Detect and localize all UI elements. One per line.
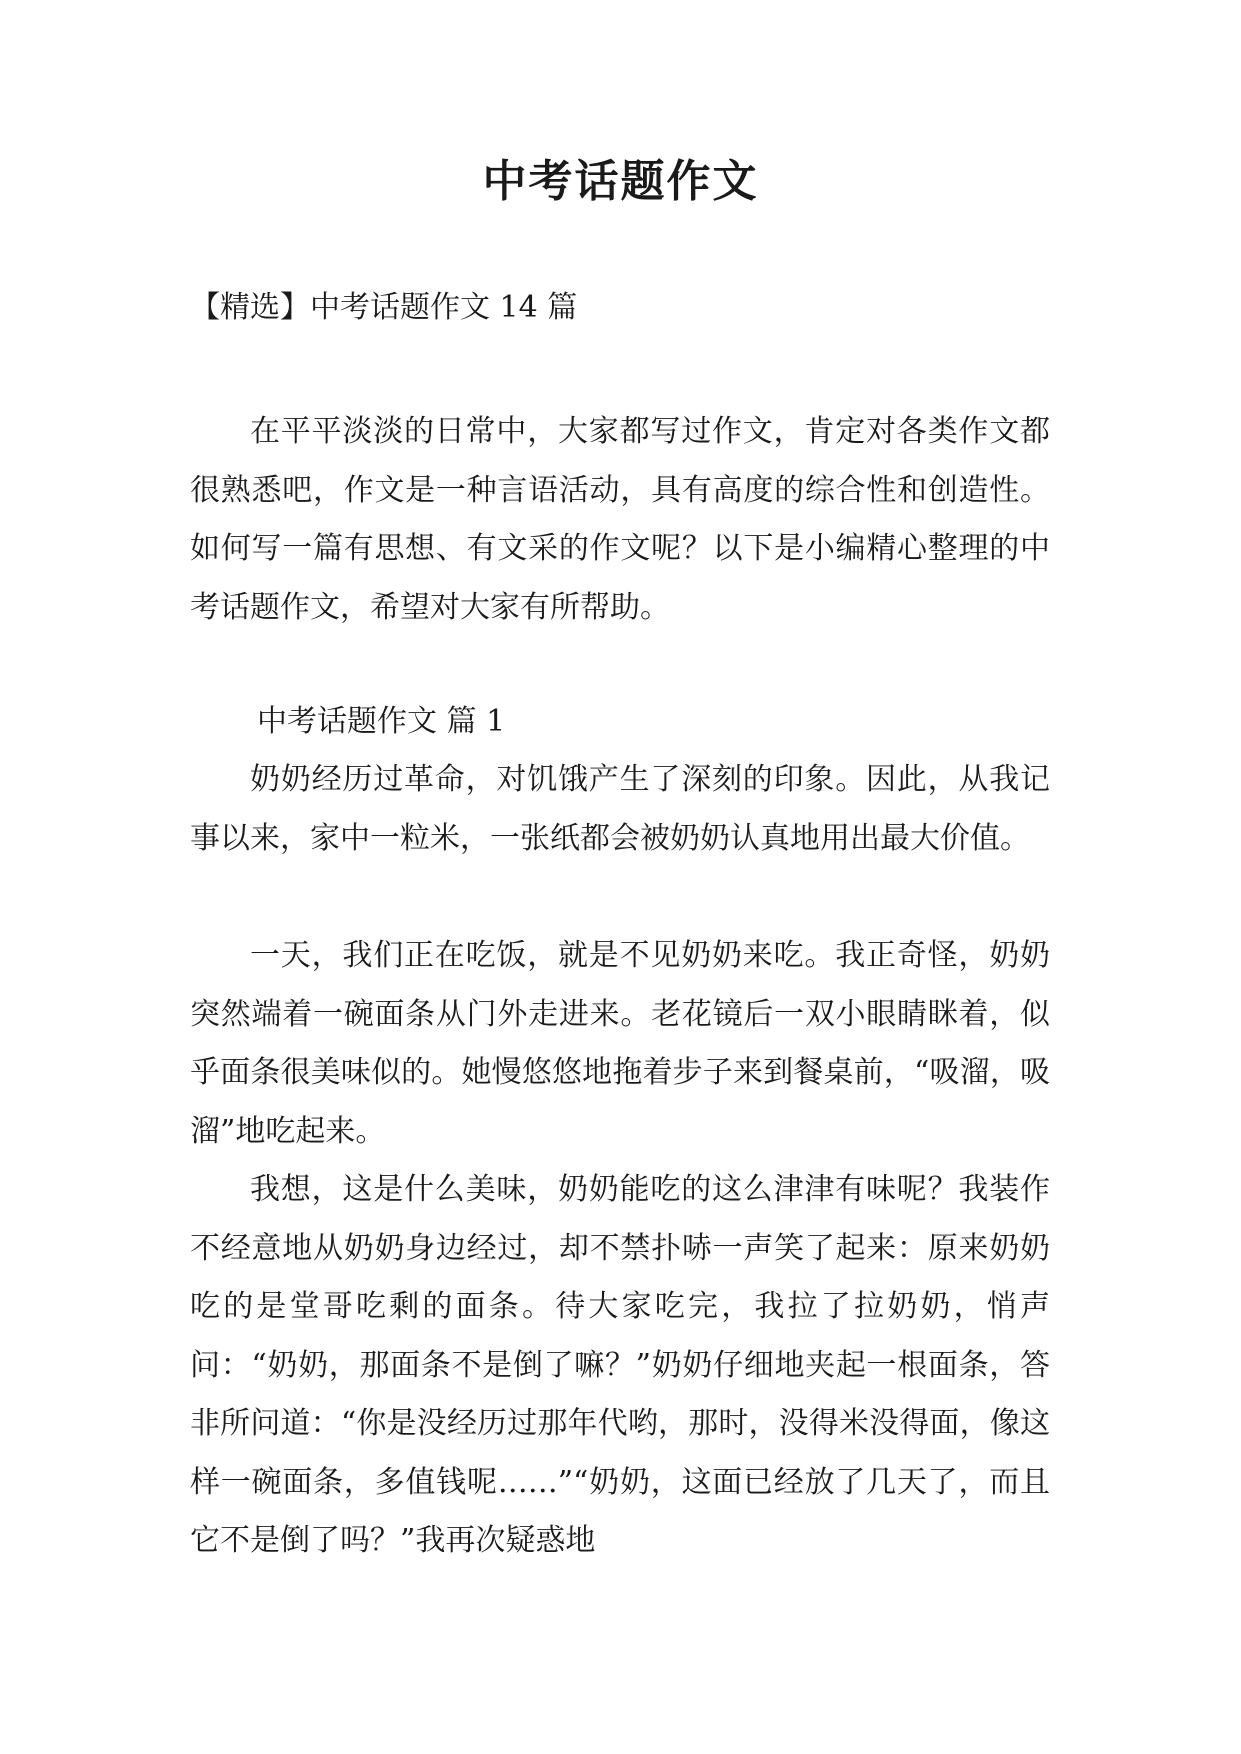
body-paragraph: 我想，这是什么美味，奶奶能吃的这么津津有味呢？我装作不经意地从奶奶身边经过，却不禁扑哧一声笑了起来：原来奶奶吃的是堂哥吃剩的面条。待大家吃完，我拉了拉奶奶，悄声问：“奶奶，那面条不是倒了嘛？”奶奶仔细地夹起一根面条，答非所问道：“你是没经历过那年代哟，那时，没得米没得面，像这样一碗面条，多值钱呢……”“奶奶，这面已经放了几天了，而且它不是倒了吗？”我再次疑惑地 <box>190 1172 1050 1558</box>
body-paragraph: 奶奶经历过革命，对饥饿产生了深刻的印象。因此，从我记事以来，家中一粒米，一张纸都会被奶奶认真地用出最大价值。 <box>190 762 1050 856</box>
document-subtitle: 【精选】中考话题作文 14 篇 <box>190 290 578 325</box>
intro-paragraph: 在平平淡淡的日常中，大家都写过作文，肯定对各类作文都很熟悉吧，作文是一种言语活动，具有高度的综合性和创造性。如何写一篇有思想、有文采的作文呢？以下是小编精心整理的中考话题作文，希望对大家有所帮助。 <box>190 414 1050 625</box>
section-heading: 中考话题作文 篇 1 <box>257 704 506 739</box>
body-paragraph: 一天，我们正在吃饭，就是不见奶奶来吃。我正奇怪，奶奶突然端着一碗面条从门外走进来。老花镜后一双小眼睛眯着，似乎面条很美味似的。她慢悠悠地拖着步子来到餐桌前，“吸溜，吸溜”地吃起来。 <box>190 938 1050 1149</box>
document-title: 中考话题作文 <box>482 156 759 207</box>
